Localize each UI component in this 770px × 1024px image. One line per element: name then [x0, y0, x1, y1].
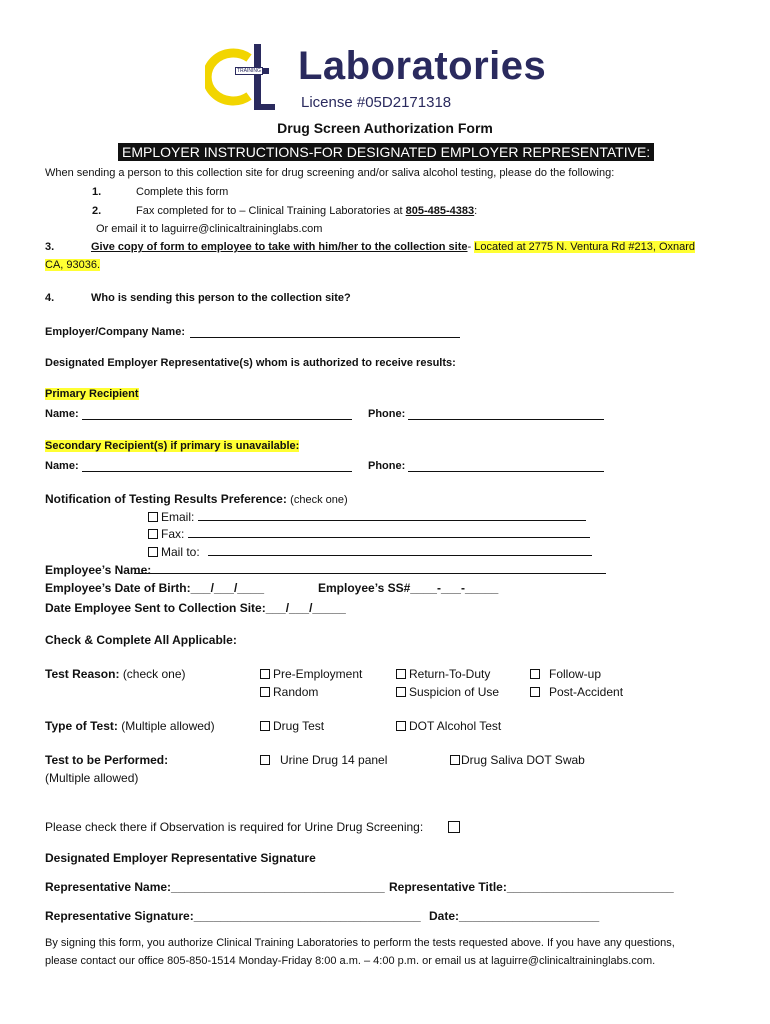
return-to-duty-checkbox[interactable] [396, 669, 406, 679]
test-performed-hint: (Multiple allowed) [45, 771, 139, 785]
logo-license: License #05D2171318 [301, 94, 452, 111]
step-3-separator: - [467, 241, 475, 253]
logo [205, 40, 585, 116]
type-drug-test[interactable] [260, 719, 324, 733]
test-reason-title: Test Reason: [45, 667, 120, 681]
drug-test-checkbox[interactable] [260, 721, 270, 731]
email-instruction: Or email it to laguirre@clinicaltraininglabs.com [96, 223, 323, 235]
employee-name-field[interactable] [134, 573, 606, 574]
notification-hint: (check one) [290, 494, 348, 506]
test-type-title: Type of Test: [45, 719, 118, 733]
post-accident-checkbox[interactable] [530, 687, 540, 697]
instructions-banner: EMPLOYER INSTRUCTIONS-FOR DESIGNATED EMPLOYER REPRESENTATIVE: [118, 143, 654, 161]
pre-employment-checkbox[interactable] [260, 669, 270, 679]
random-label: Random [273, 685, 319, 699]
follow-up-checkbox[interactable] [530, 669, 540, 679]
reason-follow-up[interactable] [530, 667, 601, 681]
dot-alcohol-checkbox[interactable] [396, 721, 406, 731]
notify-mail-field[interactable] [208, 555, 592, 556]
employee-dob-field[interactable]: Employee’s Date of Birth:___/___/____ [45, 581, 264, 595]
pre-employment-label: Pre-Employment [273, 667, 363, 681]
reason-pre-employment[interactable] [260, 667, 362, 681]
logo-name: Laboratories [298, 44, 547, 88]
reason-random[interactable] [260, 685, 318, 699]
reason-return-to-duty[interactable] [396, 667, 490, 681]
reason-post-accident[interactable] [530, 685, 623, 699]
notification-label [45, 492, 348, 506]
test-performed-label: Test to be Performed: [45, 753, 169, 767]
rep-name-field[interactable]: Representative Name:________________________________ [45, 880, 385, 894]
reason-suspicion[interactable] [396, 685, 499, 699]
step-3-text [91, 241, 695, 253]
collection-site-location-cont: CA, 93036. [45, 259, 101, 271]
notification-title: Notification of Testing Results Preference: [45, 492, 287, 506]
form-title: Drug Screen Authorization Form [277, 120, 493, 136]
check-heading: Check & Complete All Applicable: [45, 633, 237, 647]
primary-recipient-heading: Primary Recipient [45, 388, 139, 400]
step-2-prefix: Fax completed for to – Clinical Training Laboratories at [136, 205, 406, 217]
logo-seal: TRAINING [237, 68, 261, 74]
primary-phone-label: Phone: [368, 408, 406, 420]
employee-name-label: Employee’s Name: [45, 563, 152, 577]
test-reason-label [45, 667, 186, 681]
step-1-text: Complete this form [136, 186, 229, 198]
notify-email-option[interactable] [148, 510, 194, 524]
test-type-label [45, 719, 215, 733]
saliva-dot-label: Drug Saliva DOT Swab [461, 753, 585, 767]
secondary-name-field[interactable] [82, 471, 352, 472]
authorization-statement: By signing this form, you authorize Clinical Training Laboratories to perform the tests requested above. If you have any questions, [45, 937, 675, 949]
suspicion-label: Suspicion of Use [409, 685, 500, 699]
fax-number: 805-485-4383 [405, 205, 475, 217]
saliva-dot-checkbox[interactable] [450, 755, 460, 765]
step-4-text: Who is sending this person to the collection site? [91, 292, 351, 304]
primary-name-label: Name: [45, 408, 79, 420]
return-to-duty-label: Return-To-Duty [409, 667, 491, 681]
follow-up-label: Follow-up [549, 667, 602, 681]
employer-name-label: Employer/Company Name: [45, 326, 185, 338]
random-checkbox[interactable] [260, 687, 270, 697]
test-type-hint: (Multiple allowed) [121, 719, 215, 733]
urine-14-checkbox[interactable] [260, 755, 270, 765]
step-3-number: 3. [45, 241, 55, 253]
performed-saliva-dot[interactable] [450, 753, 585, 767]
step-4-number: 4. [45, 292, 55, 304]
der-label: Designated Employer Representative(s) whom is authorized to receive results: [45, 357, 456, 369]
test-reason-hint: (check one) [122, 667, 186, 681]
post-accident-label: Post-Accident [549, 685, 624, 699]
suspicion-checkbox[interactable] [396, 687, 406, 697]
notify-fax-option[interactable] [148, 527, 184, 541]
performed-urine-14[interactable] [260, 753, 387, 767]
step-2-suffix: : [474, 205, 478, 217]
step-2-number: 2. [92, 205, 102, 217]
contact-statement: please contact our office 805-850-1514 Monday-Friday 8:00 a.m. – 4:00 p.m. or email us at laguirre@clinicaltraininglabs.com. [45, 955, 656, 967]
dot-alcohol-label: DOT Alcohol Test [409, 719, 502, 733]
mail-checkbox[interactable] [148, 547, 158, 557]
mail-option-label: Mail to: [161, 545, 200, 559]
step-1-number: 1. [92, 186, 102, 198]
notify-mail-option[interactable] [148, 545, 200, 559]
primary-name-field[interactable] [82, 419, 352, 420]
notify-fax-field[interactable] [188, 537, 590, 538]
secondary-phone-field[interactable] [408, 471, 604, 472]
collection-site-location: Located at 2775 N. Ventura Rd #213, Oxnard [474, 241, 696, 253]
secondary-phone-label: Phone: [368, 460, 406, 472]
date-sent-field[interactable]: Date Employee Sent to Collection Site:___/___/_____ [45, 601, 346, 615]
primary-phone-field[interactable] [408, 419, 604, 420]
intro-text: When sending a person to this collection site for drug screening and/or saliva alcohol testing, please do the following: [45, 167, 615, 179]
email-option-label: Email: [161, 510, 195, 524]
logo-mark [205, 40, 295, 116]
urine-14-label: Urine Drug 14 panel [280, 753, 388, 767]
signature-date-field[interactable]: Date:_____________________ [429, 909, 600, 923]
rep-title-field[interactable]: Representative Title:_________________________ [389, 880, 674, 894]
observation-text: Please check there if Observation is required for Urine Drug Screening: [45, 820, 424, 834]
step-3-instruction: Give copy of form to employee to take with him/her to the collection site [91, 241, 468, 253]
type-dot-alcohol[interactable] [396, 719, 501, 733]
notify-email-field[interactable] [198, 520, 586, 521]
observation-checkbox[interactable] [448, 821, 460, 833]
secondary-recipient-heading: Secondary Recipient(s) if primary is unavailable: [45, 440, 300, 452]
signature-heading: Designated Employer Representative Signature [45, 851, 316, 865]
employee-ss-field[interactable]: Employee’s SS#____-___-_____ [318, 581, 499, 595]
secondary-name-label: Name: [45, 460, 79, 472]
employer-name-field[interactable] [190, 337, 460, 338]
drug-test-label: Drug Test [273, 719, 325, 733]
rep-signature-field[interactable]: Representative Signature:__________________________________ [45, 909, 421, 923]
fax-option-label: Fax: [161, 527, 185, 541]
fax-checkbox[interactable] [148, 529, 158, 539]
email-checkbox[interactable] [148, 512, 158, 522]
step-2-text [136, 205, 477, 217]
